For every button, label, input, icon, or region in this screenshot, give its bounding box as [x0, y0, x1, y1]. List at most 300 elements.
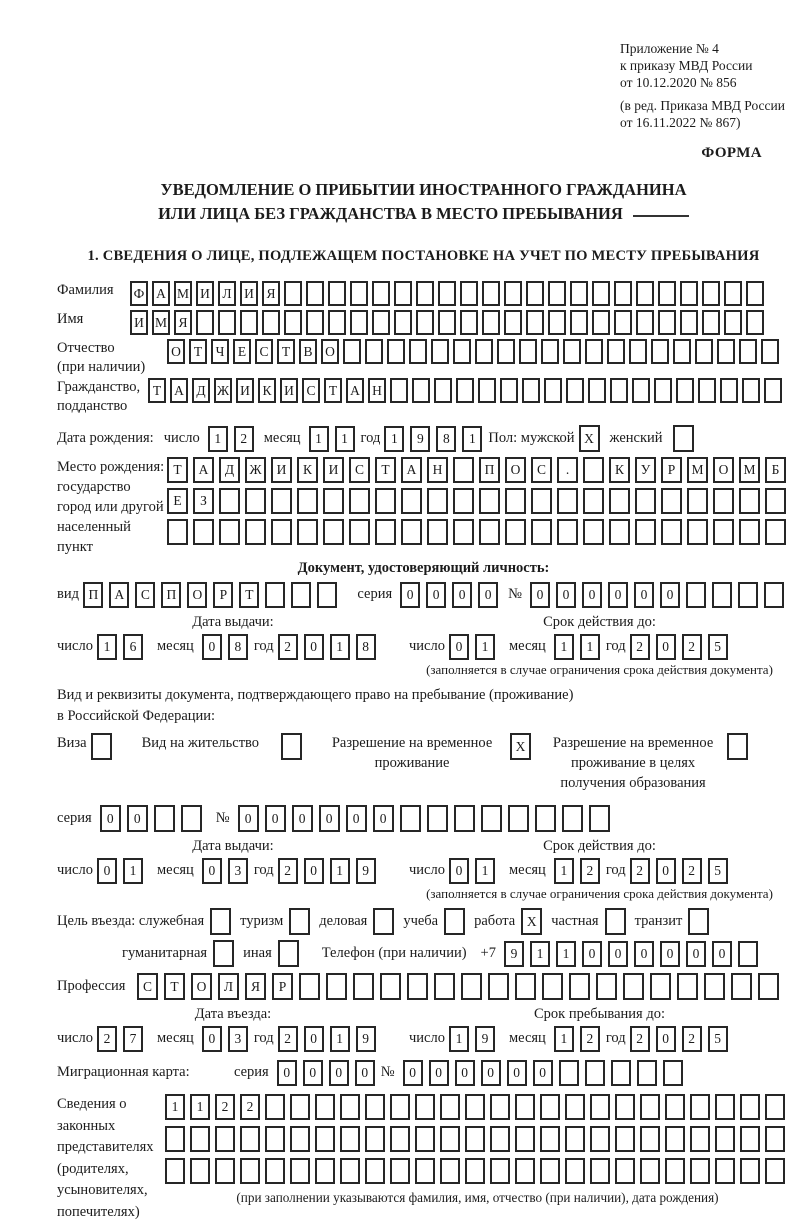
char-cell[interactable] [154, 805, 175, 832]
char-cell[interactable] [695, 339, 713, 364]
char-cell[interactable]: А [152, 281, 170, 306]
char-cell[interactable]: 1 [123, 858, 143, 884]
char-cell[interactable]: 8 [228, 634, 248, 660]
char-cell[interactable] [559, 1060, 579, 1086]
char-cell[interactable] [262, 310, 280, 335]
char-cell[interactable]: 2 [630, 1026, 650, 1052]
char-cell[interactable] [400, 805, 421, 832]
char-cell[interactable] [570, 281, 588, 306]
char-cell[interactable]: 2 [580, 1026, 600, 1052]
char-cell[interactable]: Ж [214, 378, 232, 403]
char-cell[interactable]: 0 [556, 582, 576, 608]
char-cell[interactable] [415, 1158, 435, 1184]
char-cell[interactable]: С [137, 973, 158, 1000]
char-cell[interactable]: 0 [481, 1060, 501, 1086]
char-cell[interactable] [240, 1126, 260, 1152]
char-cell[interactable]: Ф [130, 281, 148, 306]
char-cell[interactable] [515, 973, 536, 1000]
char-cell[interactable]: И [271, 457, 292, 483]
char-cell[interactable]: 1 [384, 426, 404, 452]
char-cell[interactable]: 0 [656, 634, 676, 660]
char-cell[interactable] [590, 1094, 610, 1120]
char-cell[interactable]: В [299, 339, 317, 364]
char-cell[interactable] [490, 1158, 510, 1184]
char-cell[interactable] [610, 378, 628, 403]
char-cell[interactable]: 1 [208, 426, 228, 452]
char-cell[interactable] [623, 973, 644, 1000]
char-cell[interactable]: П [161, 582, 181, 608]
char-cell[interactable]: Е [167, 488, 188, 514]
char-cell[interactable]: 2 [580, 858, 600, 884]
char-cell[interactable] [453, 339, 471, 364]
char-cell[interactable] [372, 310, 390, 335]
char-cell[interactable] [515, 1094, 535, 1120]
char-cell[interactable] [465, 1158, 485, 1184]
char-cell[interactable] [570, 310, 588, 335]
char-cell[interactable]: 0 [582, 582, 602, 608]
char-cell[interactable] [365, 1158, 385, 1184]
char-cell[interactable]: О [505, 457, 526, 483]
char-cell[interactable] [519, 339, 537, 364]
char-cell[interactable] [765, 1094, 785, 1120]
char-cell[interactable]: 0 [304, 1026, 324, 1052]
char-cell[interactable] [677, 973, 698, 1000]
char-cell[interactable] [478, 378, 496, 403]
char-cell[interactable]: 8 [436, 426, 456, 452]
char-cell[interactable]: 1 [556, 941, 576, 967]
char-cell[interactable]: 1 [330, 1026, 350, 1052]
char-cell[interactable] [193, 519, 214, 545]
char-cell[interactable] [375, 519, 396, 545]
char-cell[interactable] [742, 378, 760, 403]
char-cell[interactable] [482, 310, 500, 335]
char-cell[interactable] [427, 805, 448, 832]
char-cell[interactable] [284, 310, 302, 335]
char-cell[interactable]: 0 [403, 1060, 423, 1086]
char-cell[interactable] [328, 310, 346, 335]
char-cell[interactable] [409, 339, 427, 364]
char-cell[interactable] [712, 582, 732, 608]
char-cell[interactable] [544, 378, 562, 403]
char-cell[interactable] [454, 805, 475, 832]
char-cell[interactable]: Я [174, 310, 192, 335]
char-cell[interactable]: 0 [304, 858, 324, 884]
char-cell[interactable]: Н [427, 457, 448, 483]
char-cell[interactable] [665, 1126, 685, 1152]
char-cell[interactable]: 2 [682, 634, 702, 660]
char-cell[interactable]: 0 [712, 941, 732, 967]
char-cell[interactable]: 1 [580, 634, 600, 660]
char-cell[interactable] [609, 519, 630, 545]
char-cell[interactable]: Д [192, 378, 210, 403]
char-cell[interactable] [343, 339, 361, 364]
char-cell[interactable]: И [236, 378, 254, 403]
char-cell[interactable] [526, 281, 544, 306]
char-cell[interactable]: 3 [228, 1026, 248, 1052]
char-cell[interactable] [297, 519, 318, 545]
char-cell[interactable] [583, 457, 604, 483]
char-cell[interactable] [290, 1094, 310, 1120]
char-cell[interactable]: 2 [630, 858, 650, 884]
char-cell[interactable] [340, 1158, 360, 1184]
char-cell[interactable] [240, 1158, 260, 1184]
char-cell[interactable] [315, 1126, 335, 1152]
char-cell[interactable] [323, 519, 344, 545]
char-cell[interactable]: 7 [123, 1026, 143, 1052]
char-cell[interactable] [456, 378, 474, 403]
char-cell[interactable]: 5 [708, 634, 728, 660]
char-cell[interactable] [245, 488, 266, 514]
char-cell[interactable] [461, 973, 482, 1000]
char-cell[interactable] [540, 1126, 560, 1152]
char-cell[interactable] [640, 1158, 660, 1184]
char-cell[interactable]: И [323, 457, 344, 483]
char-cell[interactable] [690, 1158, 710, 1184]
char-cell[interactable]: П [83, 582, 103, 608]
char-cell[interactable]: 1 [554, 858, 574, 884]
char-cell[interactable] [490, 1094, 510, 1120]
char-cell[interactable] [673, 425, 694, 452]
char-cell[interactable]: X [579, 425, 600, 452]
char-cell[interactable] [615, 1126, 635, 1152]
char-cell[interactable] [540, 1094, 560, 1120]
char-cell[interactable]: К [258, 378, 276, 403]
char-cell[interactable] [690, 1126, 710, 1152]
char-cell[interactable] [713, 488, 734, 514]
char-cell[interactable] [765, 488, 786, 514]
char-cell[interactable] [727, 733, 748, 760]
char-cell[interactable] [702, 310, 720, 335]
char-cell[interactable] [387, 339, 405, 364]
char-cell[interactable] [390, 1158, 410, 1184]
char-cell[interactable] [676, 378, 694, 403]
char-cell[interactable] [746, 281, 764, 306]
char-cell[interactable]: 2 [215, 1094, 235, 1120]
char-cell[interactable] [585, 1060, 605, 1086]
char-cell[interactable] [215, 1158, 235, 1184]
char-cell[interactable] [265, 582, 285, 608]
char-cell[interactable] [658, 310, 676, 335]
char-cell[interactable] [504, 281, 522, 306]
char-cell[interactable]: Т [148, 378, 166, 403]
char-cell[interactable]: 0 [202, 634, 222, 660]
char-cell[interactable] [394, 310, 412, 335]
char-cell[interactable]: К [609, 457, 630, 483]
char-cell[interactable] [438, 310, 456, 335]
char-cell[interactable]: Т [277, 339, 295, 364]
char-cell[interactable] [290, 1126, 310, 1152]
char-cell[interactable]: 0 [400, 582, 420, 608]
char-cell[interactable] [583, 488, 604, 514]
char-cell[interactable] [479, 488, 500, 514]
char-cell[interactable] [328, 281, 346, 306]
char-cell[interactable] [565, 1094, 585, 1120]
char-cell[interactable] [605, 908, 626, 935]
char-cell[interactable] [353, 973, 374, 1000]
char-cell[interactable]: 0 [355, 1060, 375, 1086]
char-cell[interactable] [460, 281, 478, 306]
char-cell[interactable]: И [130, 310, 148, 335]
char-cell[interactable] [245, 519, 266, 545]
char-cell[interactable] [289, 908, 310, 935]
char-cell[interactable] [271, 519, 292, 545]
char-cell[interactable]: О [191, 973, 212, 1000]
char-cell[interactable]: 0 [634, 582, 654, 608]
char-cell[interactable] [636, 310, 654, 335]
char-cell[interactable]: 1 [330, 858, 350, 884]
char-cell[interactable] [557, 488, 578, 514]
char-cell[interactable] [219, 519, 240, 545]
char-cell[interactable] [167, 519, 188, 545]
char-cell[interactable]: 5 [708, 1026, 728, 1052]
char-cell[interactable] [299, 973, 320, 1000]
char-cell[interactable]: 9 [410, 426, 430, 452]
char-cell[interactable] [589, 805, 610, 832]
char-cell[interactable]: 0 [530, 582, 550, 608]
char-cell[interactable] [535, 805, 556, 832]
char-cell[interactable] [350, 281, 368, 306]
char-cell[interactable] [765, 519, 786, 545]
char-cell[interactable] [326, 973, 347, 1000]
char-cell[interactable] [218, 310, 236, 335]
char-cell[interactable] [190, 1126, 210, 1152]
char-cell[interactable] [165, 1126, 185, 1152]
char-cell[interactable] [416, 310, 434, 335]
char-cell[interactable]: Л [218, 281, 236, 306]
char-cell[interactable] [434, 973, 455, 1000]
char-cell[interactable] [372, 281, 390, 306]
char-cell[interactable]: М [174, 281, 192, 306]
char-cell[interactable] [482, 281, 500, 306]
char-cell[interactable] [548, 281, 566, 306]
char-cell[interactable] [306, 310, 324, 335]
char-cell[interactable] [440, 1126, 460, 1152]
char-cell[interactable] [453, 519, 474, 545]
char-cell[interactable]: Т [189, 339, 207, 364]
char-cell[interactable] [615, 1094, 635, 1120]
char-cell[interactable]: О [167, 339, 185, 364]
char-cell[interactable]: 2 [240, 1094, 260, 1120]
char-cell[interactable] [637, 1060, 657, 1086]
char-cell[interactable] [680, 310, 698, 335]
char-cell[interactable]: 2 [682, 858, 702, 884]
char-cell[interactable] [365, 1126, 385, 1152]
char-cell[interactable]: 0 [265, 805, 286, 832]
char-cell[interactable]: 0 [656, 858, 676, 884]
char-cell[interactable] [278, 940, 299, 967]
char-cell[interactable] [431, 339, 449, 364]
char-cell[interactable]: Т [324, 378, 342, 403]
char-cell[interactable]: З [193, 488, 214, 514]
char-cell[interactable]: С [255, 339, 273, 364]
char-cell[interactable] [765, 1158, 785, 1184]
char-cell[interactable]: X [521, 908, 542, 935]
char-cell[interactable] [614, 310, 632, 335]
char-cell[interactable] [569, 973, 590, 1000]
char-cell[interactable] [531, 488, 552, 514]
char-cell[interactable] [215, 1126, 235, 1152]
char-cell[interactable]: А [346, 378, 364, 403]
char-cell[interactable] [465, 1126, 485, 1152]
char-cell[interactable] [380, 973, 401, 1000]
char-cell[interactable]: Т [167, 457, 188, 483]
char-cell[interactable]: 0 [478, 582, 498, 608]
char-cell[interactable] [738, 582, 758, 608]
char-cell[interactable]: 0 [346, 805, 367, 832]
char-cell[interactable]: С [531, 457, 552, 483]
char-cell[interactable]: 0 [426, 582, 446, 608]
char-cell[interactable] [365, 339, 383, 364]
char-cell[interactable] [375, 488, 396, 514]
char-cell[interactable] [739, 488, 760, 514]
char-cell[interactable]: Р [272, 973, 293, 1000]
char-cell[interactable] [654, 378, 672, 403]
char-cell[interactable]: 0 [507, 1060, 527, 1086]
char-cell[interactable]: Я [245, 973, 266, 1000]
char-cell[interactable]: А [109, 582, 129, 608]
char-cell[interactable]: 0 [449, 858, 469, 884]
char-cell[interactable] [497, 339, 515, 364]
char-cell[interactable]: Л [218, 973, 239, 1000]
char-cell[interactable] [541, 339, 559, 364]
char-cell[interactable]: 9 [356, 858, 376, 884]
char-cell[interactable]: 0 [373, 805, 394, 832]
char-cell[interactable] [401, 519, 422, 545]
char-cell[interactable] [340, 1126, 360, 1152]
char-cell[interactable]: 0 [292, 805, 313, 832]
char-cell[interactable] [165, 1158, 185, 1184]
char-cell[interactable] [475, 339, 493, 364]
char-cell[interactable] [297, 488, 318, 514]
char-cell[interactable] [500, 378, 518, 403]
char-cell[interactable] [724, 281, 742, 306]
char-cell[interactable] [583, 519, 604, 545]
char-cell[interactable]: 0 [202, 858, 222, 884]
char-cell[interactable] [702, 281, 720, 306]
char-cell[interactable]: 9 [356, 1026, 376, 1052]
char-cell[interactable] [661, 488, 682, 514]
char-cell[interactable] [565, 1126, 585, 1152]
char-cell[interactable]: У [635, 457, 656, 483]
char-cell[interactable] [596, 973, 617, 1000]
char-cell[interactable] [190, 1158, 210, 1184]
char-cell[interactable]: 1 [190, 1094, 210, 1120]
char-cell[interactable]: 2 [278, 634, 298, 660]
char-cell[interactable] [715, 1126, 735, 1152]
char-cell[interactable]: 1 [449, 1026, 469, 1052]
char-cell[interactable] [438, 281, 456, 306]
char-cell[interactable] [522, 378, 540, 403]
char-cell[interactable] [609, 488, 630, 514]
char-cell[interactable] [526, 310, 544, 335]
char-cell[interactable] [390, 1126, 410, 1152]
char-cell[interactable]: С [349, 457, 370, 483]
char-cell[interactable]: 1 [554, 1026, 574, 1052]
char-cell[interactable] [515, 1126, 535, 1152]
char-cell[interactable] [196, 310, 214, 335]
char-cell[interactable] [444, 908, 465, 935]
char-cell[interactable] [401, 488, 422, 514]
char-cell[interactable] [557, 519, 578, 545]
char-cell[interactable] [504, 310, 522, 335]
char-cell[interactable] [687, 488, 708, 514]
char-cell[interactable] [219, 488, 240, 514]
char-cell[interactable] [505, 519, 526, 545]
char-cell[interactable]: Р [213, 582, 233, 608]
char-cell[interactable]: 0 [455, 1060, 475, 1086]
char-cell[interactable] [290, 1158, 310, 1184]
char-cell[interactable] [415, 1126, 435, 1152]
char-cell[interactable] [465, 1094, 485, 1120]
char-cell[interactable]: 2 [97, 1026, 117, 1052]
char-cell[interactable] [758, 973, 779, 1000]
char-cell[interactable]: 0 [449, 634, 469, 660]
char-cell[interactable] [650, 973, 671, 1000]
char-cell[interactable] [427, 488, 448, 514]
char-cell[interactable] [563, 339, 581, 364]
char-cell[interactable] [479, 519, 500, 545]
char-cell[interactable]: О [187, 582, 207, 608]
char-cell[interactable] [585, 339, 603, 364]
char-cell[interactable] [490, 1126, 510, 1152]
char-cell[interactable]: 8 [356, 634, 376, 660]
char-cell[interactable]: X [510, 733, 531, 760]
char-cell[interactable] [713, 519, 734, 545]
char-cell[interactable] [390, 378, 408, 403]
char-cell[interactable]: 1 [330, 634, 350, 660]
char-cell[interactable]: 0 [97, 858, 117, 884]
char-cell[interactable]: 0 [100, 805, 121, 832]
char-cell[interactable] [765, 1126, 785, 1152]
char-cell[interactable]: 0 [303, 1060, 323, 1086]
char-cell[interactable] [688, 908, 709, 935]
char-cell[interactable] [453, 457, 474, 483]
char-cell[interactable]: Я [262, 281, 280, 306]
char-cell[interactable] [488, 973, 509, 1000]
char-cell[interactable]: 1 [475, 634, 495, 660]
char-cell[interactable] [390, 1094, 410, 1120]
char-cell[interactable] [281, 733, 302, 760]
char-cell[interactable] [453, 488, 474, 514]
char-cell[interactable] [213, 940, 234, 967]
char-cell[interactable]: Р [661, 457, 682, 483]
char-cell[interactable] [566, 378, 584, 403]
char-cell[interactable] [690, 1094, 710, 1120]
char-cell[interactable] [663, 1060, 683, 1086]
char-cell[interactable]: Ж [245, 457, 266, 483]
char-cell[interactable] [349, 488, 370, 514]
char-cell[interactable]: А [401, 457, 422, 483]
char-cell[interactable] [635, 519, 656, 545]
char-cell[interactable]: С [135, 582, 155, 608]
char-cell[interactable]: 2 [630, 634, 650, 660]
char-cell[interactable]: 0 [304, 634, 324, 660]
char-cell[interactable] [738, 941, 758, 967]
char-cell[interactable] [271, 488, 292, 514]
char-cell[interactable] [306, 281, 324, 306]
char-cell[interactable] [508, 805, 529, 832]
char-cell[interactable] [764, 378, 782, 403]
char-cell[interactable] [635, 488, 656, 514]
char-cell[interactable] [665, 1094, 685, 1120]
char-cell[interactable] [636, 281, 654, 306]
char-cell[interactable]: Т [164, 973, 185, 1000]
char-cell[interactable] [542, 973, 563, 1000]
char-cell[interactable]: М [152, 310, 170, 335]
char-cell[interactable] [588, 378, 606, 403]
char-cell[interactable]: 1 [554, 634, 574, 660]
char-cell[interactable] [590, 1158, 610, 1184]
